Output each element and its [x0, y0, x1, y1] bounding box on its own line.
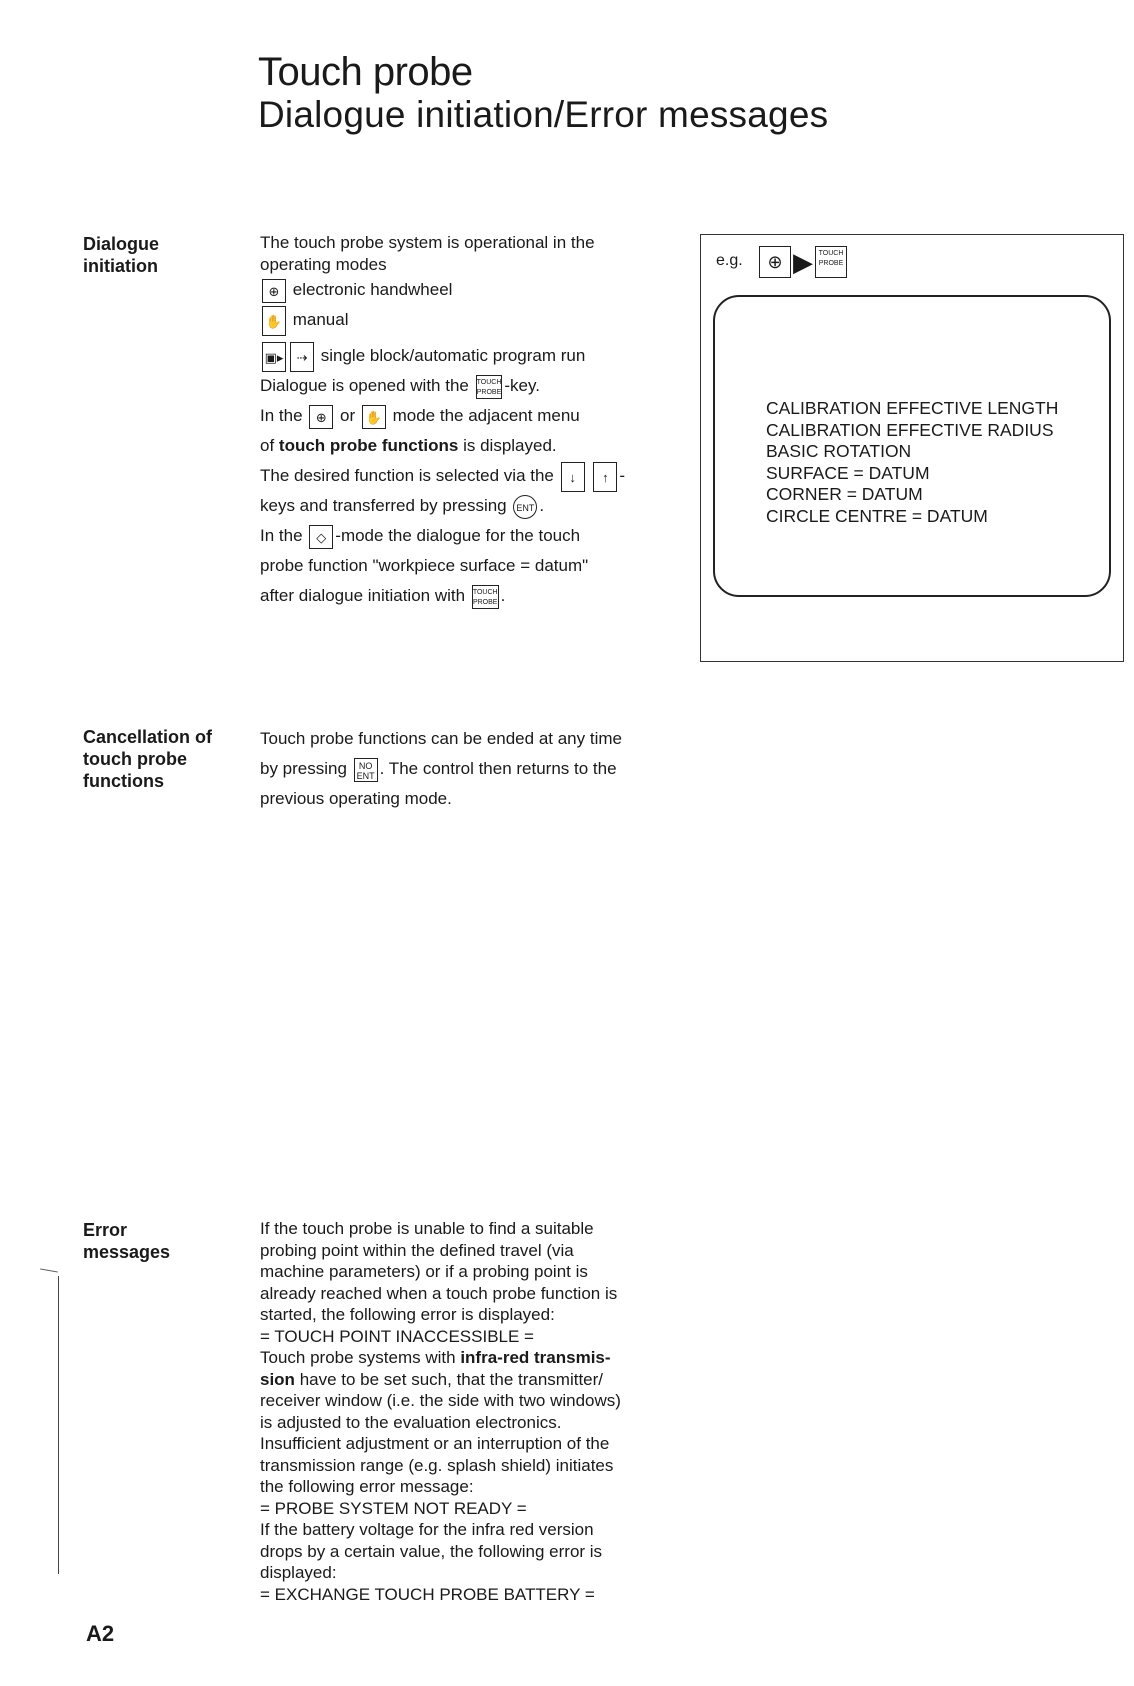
open-dialogue-row: Dialogue is opened with the TOUCH PROBE -key. — [260, 371, 700, 401]
manual-hand-key-icon: ✋ — [262, 306, 286, 336]
margin-scan-line — [58, 1276, 59, 1574]
menu-display-row: of touch probe functions is displayed. — [260, 436, 557, 455]
mode-handwheel-row: ⊕ electronic handwheel — [260, 275, 700, 305]
touch-probe-key-icon: TOUCH PROBE — [472, 585, 499, 609]
probe-functions-menu — [766, 398, 1058, 527]
positioning-line-2: probe function "workpiece surface = datum" — [260, 556, 589, 575]
menu-item: SURFACE = DATUM — [766, 462, 930, 483]
transfer-row: keys and transferred by pressing ENT . — [260, 491, 700, 521]
eg-label: e.g. — [716, 252, 743, 269]
margin-scan-mark — [40, 1268, 58, 1272]
error-exchange-battery: = EXCHANGE TOUCH PROBE BATTERY = — [260, 1584, 595, 1604]
error-touch-point-inaccessible: = TOUCH POINT INACCESSIBLE = — [260, 1326, 534, 1346]
automatic-run-key-icon: ⇢ — [290, 342, 314, 372]
errors-section-label: Error messages — [83, 1220, 171, 1262]
ent-key-icon: ENT — [513, 495, 537, 519]
handwheel-key-icon: ⊕ — [262, 279, 286, 303]
page-subtitle: Dialogue initiation/Error messages — [258, 94, 829, 135]
positioning-key-icon: ◇ — [309, 525, 333, 549]
menu-item: CALIBRATION EFFECTIVE RADIUS — [766, 419, 1054, 440]
touch-probe-key-icon: TOUCH PROBE — [476, 375, 503, 399]
dialogue-section-body: The touch probe system is operational in the operating modes ⊕ electronic handwheel ✋ manual ▣▸ ⇢ single block/automatic program run Dialogue is opened with the TOUCH PROBE -key. In the ⊕ or ✋ mode the adjacent menu of touch probe functions is displayed. The desired function is selected via the ↓ ↑ - keys and transferred by pressing ENT . In the ◇ -mode the dialogue for the touch probe function "workpiece surface = datum" after dialogue initiation with TOUCH PROBE . — [260, 232, 700, 611]
dialogue-section-label: Dialogue initiation — [83, 234, 160, 276]
errors-section-body: If the touch probe is unable to find a suitable probing point within the defined travel (via machine parameters) or if a probing point is already reached when a touch probe function is started, the following error is displayed: = TOUCH POINT INACCESSIBLE = Touch probe systems with infra-red transmis- sion have to be set such, that the transmitter/ receiver window (i.e. the side with two windows) is adjusted to the evaluation electronics. Insufficient adjustment or an interruption of the transmission range (e.g. splash shield) initiates the following error message: = PROBE SYSTEM NOT READY = If the battery voltage for the infra red version drops by a certain value, the following error is displayed: = EXCHANGE TOUCH PROBE BATTERY = — [260, 1218, 700, 1605]
mode-program-row: ▣▸ ⇢ single block/automatic program run — [260, 341, 700, 371]
select-function-row: The desired function is selected via the ↓ ↑ - — [260, 461, 700, 491]
mode-manual-row: ✋ manual — [260, 305, 700, 335]
handwheel-key-icon: ⊕ — [309, 405, 333, 429]
page-number: A2 — [86, 1621, 115, 1646]
menu-mode-row: In the ⊕ or ✋ mode the adjacent menu — [260, 401, 700, 431]
handwheel-key-icon: ⊕ — [759, 246, 791, 278]
menu-item: CIRCLE CENTRE = DATUM — [766, 505, 988, 526]
positioning-line-3: after dialogue initiation with TOUCH PROBE . — [260, 581, 700, 611]
cancel-section-label: Cancellation of touch probe functions — [83, 727, 213, 791]
manual-hand-key-icon: ✋ — [362, 405, 386, 429]
touch-probe-key-icon: TOUCH PROBE — [815, 246, 847, 278]
cancel-key-row: by pressing NO ENT . The control then returns to the — [260, 759, 617, 781]
no-ent-key-icon: NO ENT — [354, 758, 378, 782]
arrow-right-icon: ▶ — [793, 247, 813, 277]
eg-key-sequence — [757, 246, 849, 278]
error-probe-not-ready: = PROBE SYSTEM NOT READY = — [260, 1498, 527, 1518]
menu-item: CALIBRATION EFFECTIVE LENGTH — [766, 398, 1059, 418]
menu-item: CORNER = DATUM — [766, 484, 923, 504]
arrow-up-key-icon: ↑ — [593, 462, 617, 492]
page-title: Touch probe — [258, 50, 473, 94]
single-block-key-icon: ▣▸ — [262, 342, 286, 372]
arrow-down-key-icon: ↓ — [561, 462, 585, 492]
positioning-mode-row: In the ◇ -mode the dialogue for the touch — [260, 521, 700, 551]
cancel-section-body: Touch probe functions can be ended at any time by pressing NO ENT . The control then returns to the previous operating mode. — [260, 724, 700, 814]
menu-item: BASIC ROTATION — [766, 441, 912, 461]
